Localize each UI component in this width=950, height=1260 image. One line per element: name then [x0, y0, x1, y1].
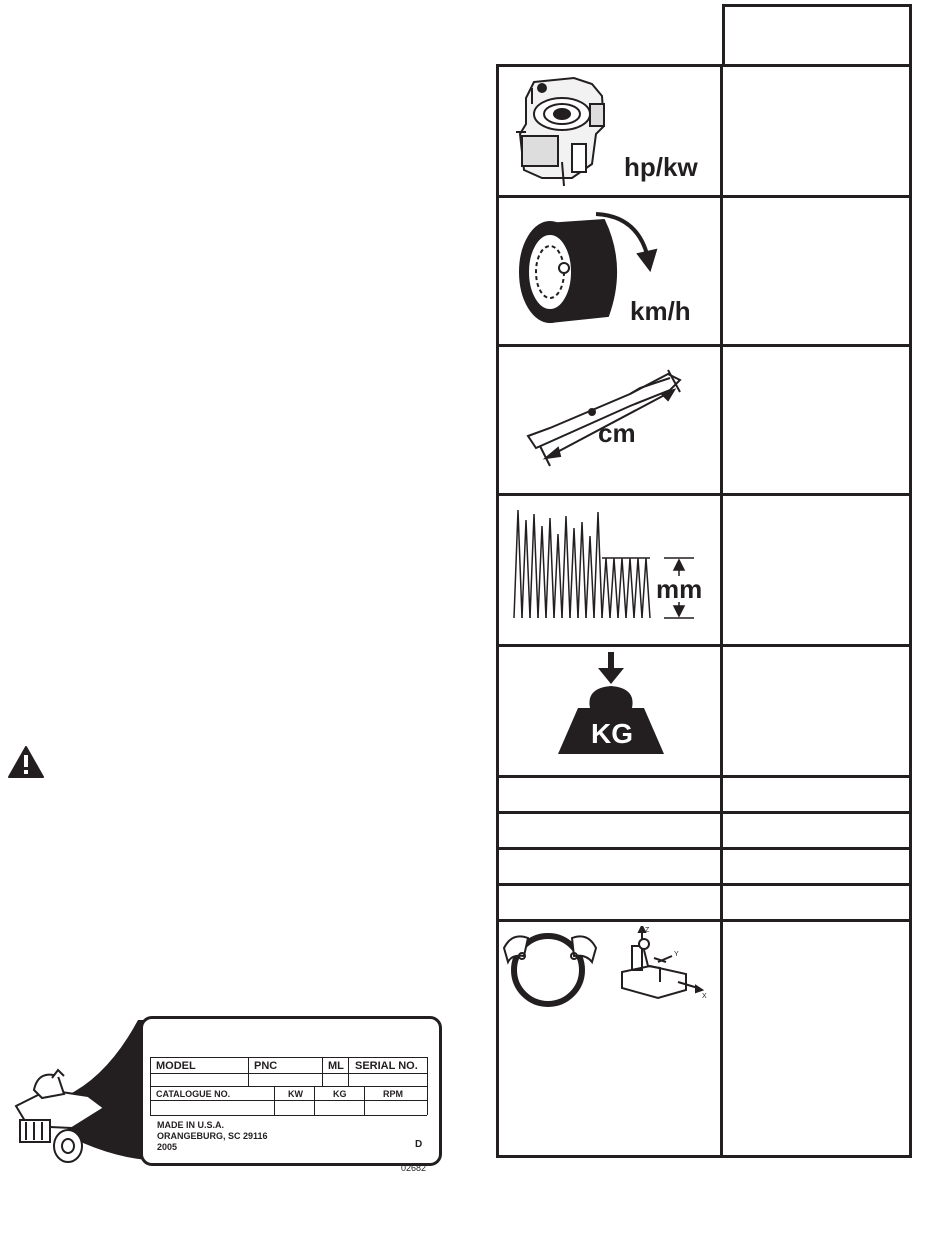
- plate-header-catalogue-no: CATALOGUE NO.: [156, 1089, 231, 1099]
- plate-header-pnc: PNC: [254, 1060, 278, 1072]
- plate-header-kw: KW: [288, 1089, 303, 1099]
- plate-header-rpm: RPM: [383, 1089, 403, 1099]
- unit-label-weight: KG: [591, 718, 633, 749]
- plate-code-letter: D: [415, 1139, 423, 1150]
- unit-label-width: cm: [598, 418, 636, 448]
- unit-label-speed: km/h: [630, 296, 691, 326]
- axis-z-label: Z: [645, 927, 650, 934]
- plate-made-in: MADE IN U.S.A.: [157, 1120, 225, 1130]
- grass-height-icon: [508, 506, 703, 624]
- tractor-icon: [8, 1016, 148, 1168]
- plate-address: ORANGEBURG, SC 29116: [157, 1131, 268, 1141]
- unit-label-power: hp/kw: [624, 152, 698, 182]
- warning-triangle-icon: [8, 746, 44, 778]
- plate-header-model: MODEL: [156, 1060, 196, 1072]
- vibration-icon: [502, 926, 710, 1010]
- figure-number: 02682: [401, 1163, 427, 1173]
- blade-width-icon: [520, 362, 696, 472]
- plate-header-serial-no: SERIAL NO.: [355, 1060, 418, 1072]
- plate-header-kg: KG: [333, 1089, 347, 1099]
- plate-header-ml: ML: [328, 1060, 344, 1072]
- axis-y-label: Y: [674, 951, 679, 958]
- axis-x-label: X: [702, 993, 707, 1000]
- plate-year: 2005: [157, 1142, 178, 1152]
- engine-icon: [512, 74, 612, 190]
- unit-label-height: mm: [656, 574, 703, 604]
